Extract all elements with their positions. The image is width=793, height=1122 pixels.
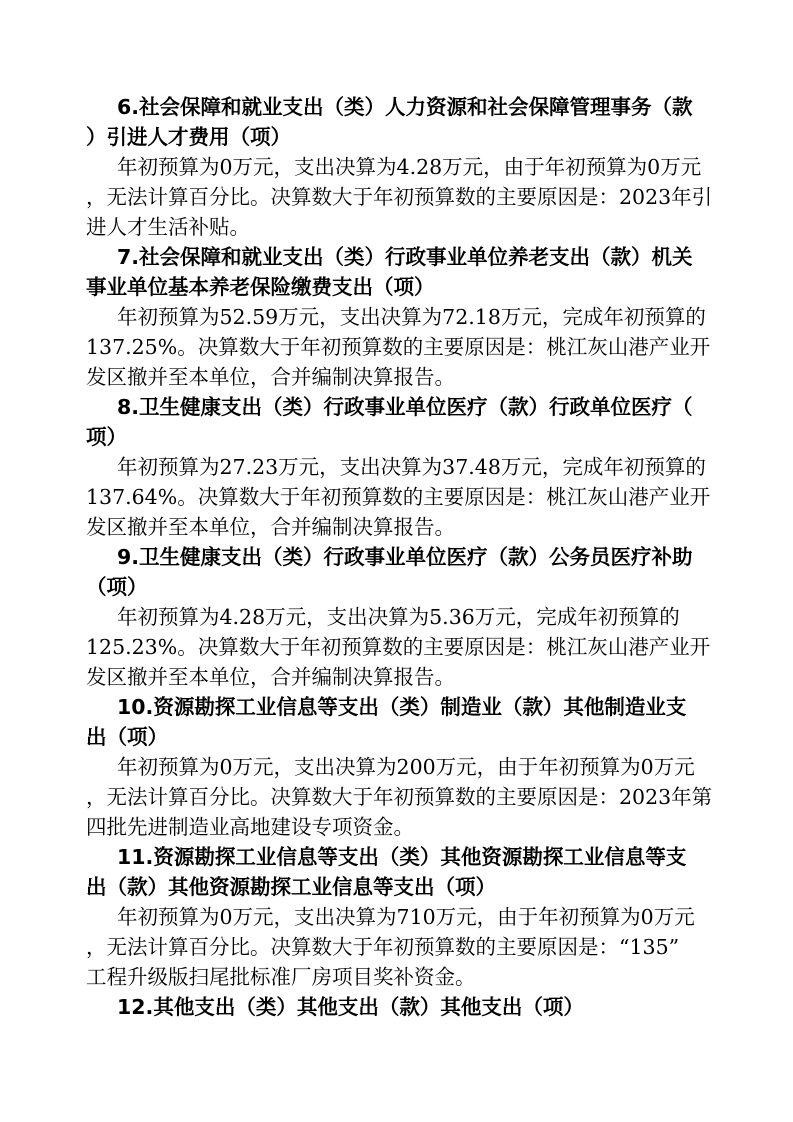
section-12 [86,992,714,1022]
section-11 [86,842,714,992]
section-heading-line: 9.卫生健康支出（类）行政事业单位医疗（款）公务员医疗补助 [117,545,693,569]
body-text-line: 年初预算为0万元，支出决算为710万元，由于年初预算为0万元 [117,905,695,929]
section-heading-line: （项） [86,575,148,599]
section-7 [86,242,714,392]
body-text-line: 137.25%。决算数大于年初预算数的主要原因是：桃江灰山港产业开 [86,335,711,359]
body-text-line: 137.64%。决算数大于年初预算数的主要原因是：桃江灰山港产业开 [86,485,711,509]
section-heading-line: 10.资源勘探工业信息等支出（类）制造业（款）其他制造业支 [117,695,687,719]
body-text-line: 发区撤并至本单位，合并编制决算报告。 [86,665,455,689]
section-heading-line: 7.社会保障和就业支出（类）行政事业单位养老支出（款）机关 [117,245,693,269]
section-heading-line: 项） [86,425,127,449]
section-heading-line: 事业单位基本养老保险缴费支出（项） [86,275,435,299]
body-text-line: 进人才生活补贴。 [86,215,250,239]
body-text-line: 工程升级版扫尾批标准厂房项目奖补资金。 [86,965,476,989]
body-text-line: ，无法计算百分比。决算数大于年初预算数的主要原因是：“135” [86,935,680,959]
body-text-line: ，无法计算百分比。决算数大于年初预算数的主要原因是：2023年引 [86,185,713,209]
body-text-line: ，无法计算百分比。决算数大于年初预算数的主要原因是：2023年第 [86,785,713,809]
section-heading-line: 6.社会保障和就业支出（类）人力资源和社会保障管理事务（款 [117,95,693,119]
section-9 [86,542,714,692]
section-heading-line: 12.其他支出（类）其他支出（款）其他支出（项） [117,995,584,1019]
section-6 [86,92,714,242]
body-text-line: 年初预算为0万元，支出决算为200万元，由于年初预算为0万元 [117,755,695,779]
document-body [86,92,714,1022]
body-text-line: 年初预算为27.23万元，支出决算为37.48万元，完成年初预算的 [117,455,706,479]
body-text-line: 年初预算为0万元，支出决算为4.28万元，由于年初预算为0万元 [117,155,702,179]
body-text-line: 年初预算为4.28万元，支出决算为5.36万元，完成年初预算的 [117,605,680,629]
section-10 [86,692,714,842]
section-heading-line: ）引进人才费用（项） [86,125,291,149]
body-text-line: 发区撤并至本单位，合并编制决算报告。 [86,365,455,389]
section-heading-line: 出（项） [86,725,168,749]
section-8 [86,392,714,542]
body-text-line: 125.23%。决算数大于年初预算数的主要原因是：桃江灰山港产业开 [86,635,711,659]
body-text-line: 四批先进制造业高地建设专项资金。 [86,815,414,839]
body-text-line: 年初预算为52.59万元，支出决算为72.18万元，完成年初预算的 [117,305,706,329]
section-heading-line: 出（款）其他资源勘探工业信息等支出（项） [86,875,496,899]
body-text-line: 发区撤并至本单位，合并编制决算报告。 [86,515,455,539]
section-heading-line: 11.资源勘探工业信息等支出（类）其他资源勘探工业信息等支 [117,845,687,869]
section-heading-line: 8.卫生健康支出（类）行政事业单位医疗（款）行政单位医疗（ [117,395,693,419]
